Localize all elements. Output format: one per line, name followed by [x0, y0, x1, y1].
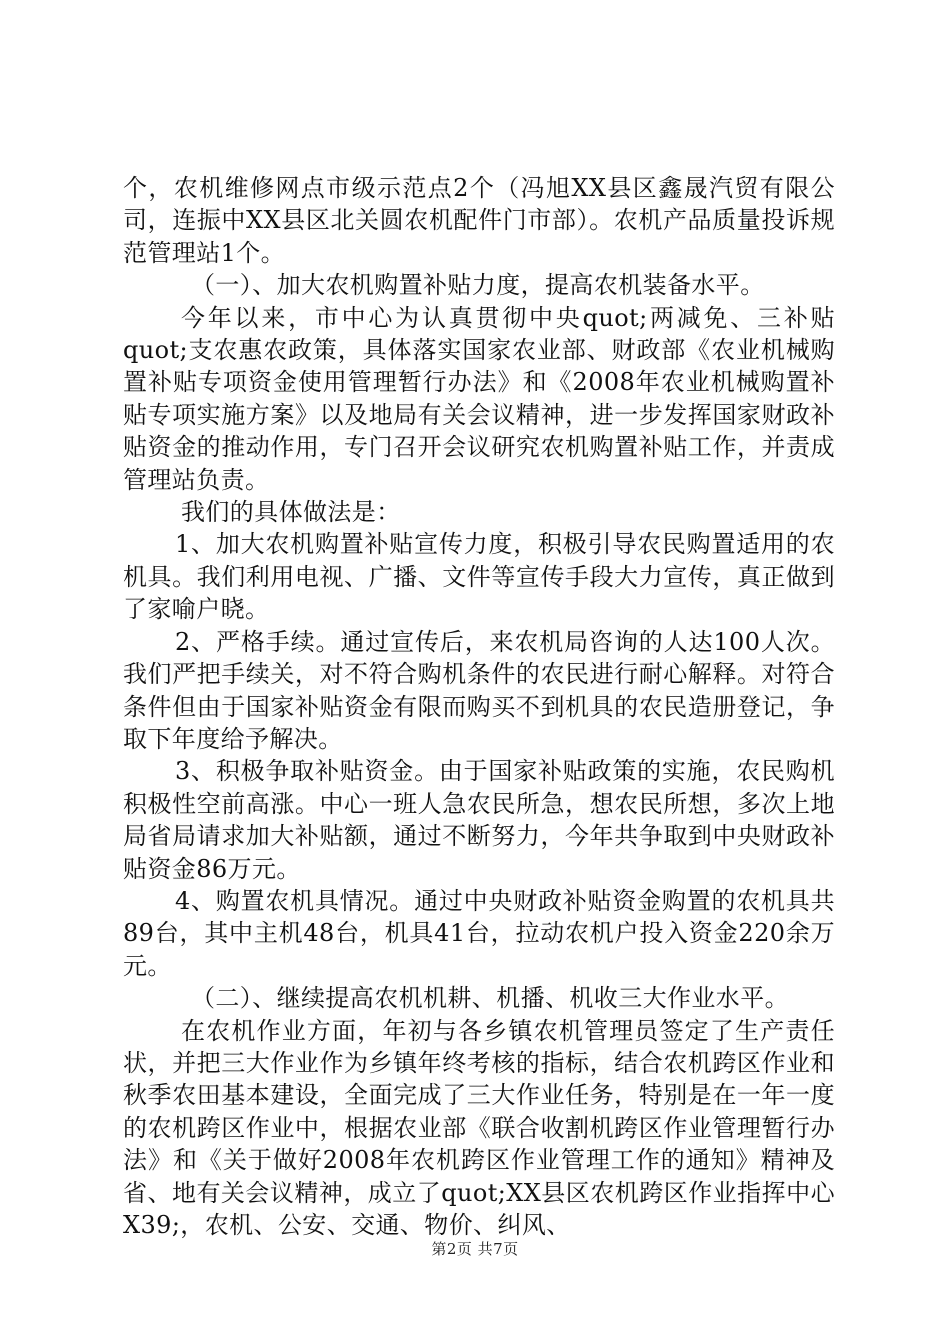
paragraph-methods-lead: 我们的具体做法是： — [181, 498, 401, 527]
paragraph-subsidy-intro: 今年以来，市中心为认真贯彻中央quot;两减免、三补贴quot;支农惠农政策，具体落实国家农业部、财政部《农业机械购置补贴专项资金使用管理暂行办法》和《2008年农业机械购置补贴专项实施方案》以及地局有关会议精神，进一步发挥国家财政补贴资金的推动作用，专门召开会议研究农机购置补贴工作，并责成管理站负责。 — [123, 303, 835, 494]
paragraph-continuation: 个，农机维修网点市级示范点2个（冯旭XX县区鑫晟汽贸有限公司，连振中XX县区北关圆农机配件门市部）。农机产品质量投诉规范管理站1个。 — [123, 174, 835, 267]
page-number-footer: 第2页 共7页 — [431, 1240, 519, 1258]
list-item-2: 2、严格手续。通过宣传后，来农机局咨询的人达100人次。我们严把手续关，对不符合购机条件的农民进行耐心解释。对符合条件但由于国家补贴资金有限而购买不到机具的农民造册登记，争取下年度给予解决。 — [123, 627, 835, 753]
section-heading-1: （一）、加大农机购置补贴力度，提高农机装备水平。 — [191, 271, 765, 300]
section-heading-2: （二）、继续提高农机机耕、机播、机收三大作业水平。 — [191, 984, 789, 1013]
list-item-4: 4、购置农机具情况。通过中央财政补贴资金购置的农机具共89台，其中主机48台，机具41台，拉动农机户投入资金220余万元。 — [123, 886, 835, 980]
paragraph-operations: 在农机作业方面，年初与各乡镇农机管理员签定了生产责任状，并把三大作业作为乡镇年终考核的指标，结合农机跨区作业和秋季农田基本建设，全面完成了三大作业任务，特别是在一年一度的农机跨区作业中，根据农业部《联合收割机跨区作业管理暂行办法》和《关于做好2008年农机跨区作业管理工作的通知》精神及省、地有关会议精神，成立了quot;XX县区农机跨区作业指挥中心X39;，农机、公安、交通、物价、纠风、 — [123, 1016, 835, 1239]
list-item-3: 3、积极争取补贴资金。由于国家补贴政策的实施，农民购机积极性空前高涨。中心一班人急农民所急，想农民所想，多次上地局省局请求加大补贴额，通过不断努力，今年共争取到中央财政补贴资金86万元。 — [123, 757, 835, 883]
list-item-1: 1、加大农机购置补贴宣传力度，积极引导农民购置适用的农机具。我们利用电视、广播、文件等宣传手段大力宣传，真正做到了家喻户晓。 — [123, 530, 835, 624]
document-body — [123, 172, 835, 1241]
